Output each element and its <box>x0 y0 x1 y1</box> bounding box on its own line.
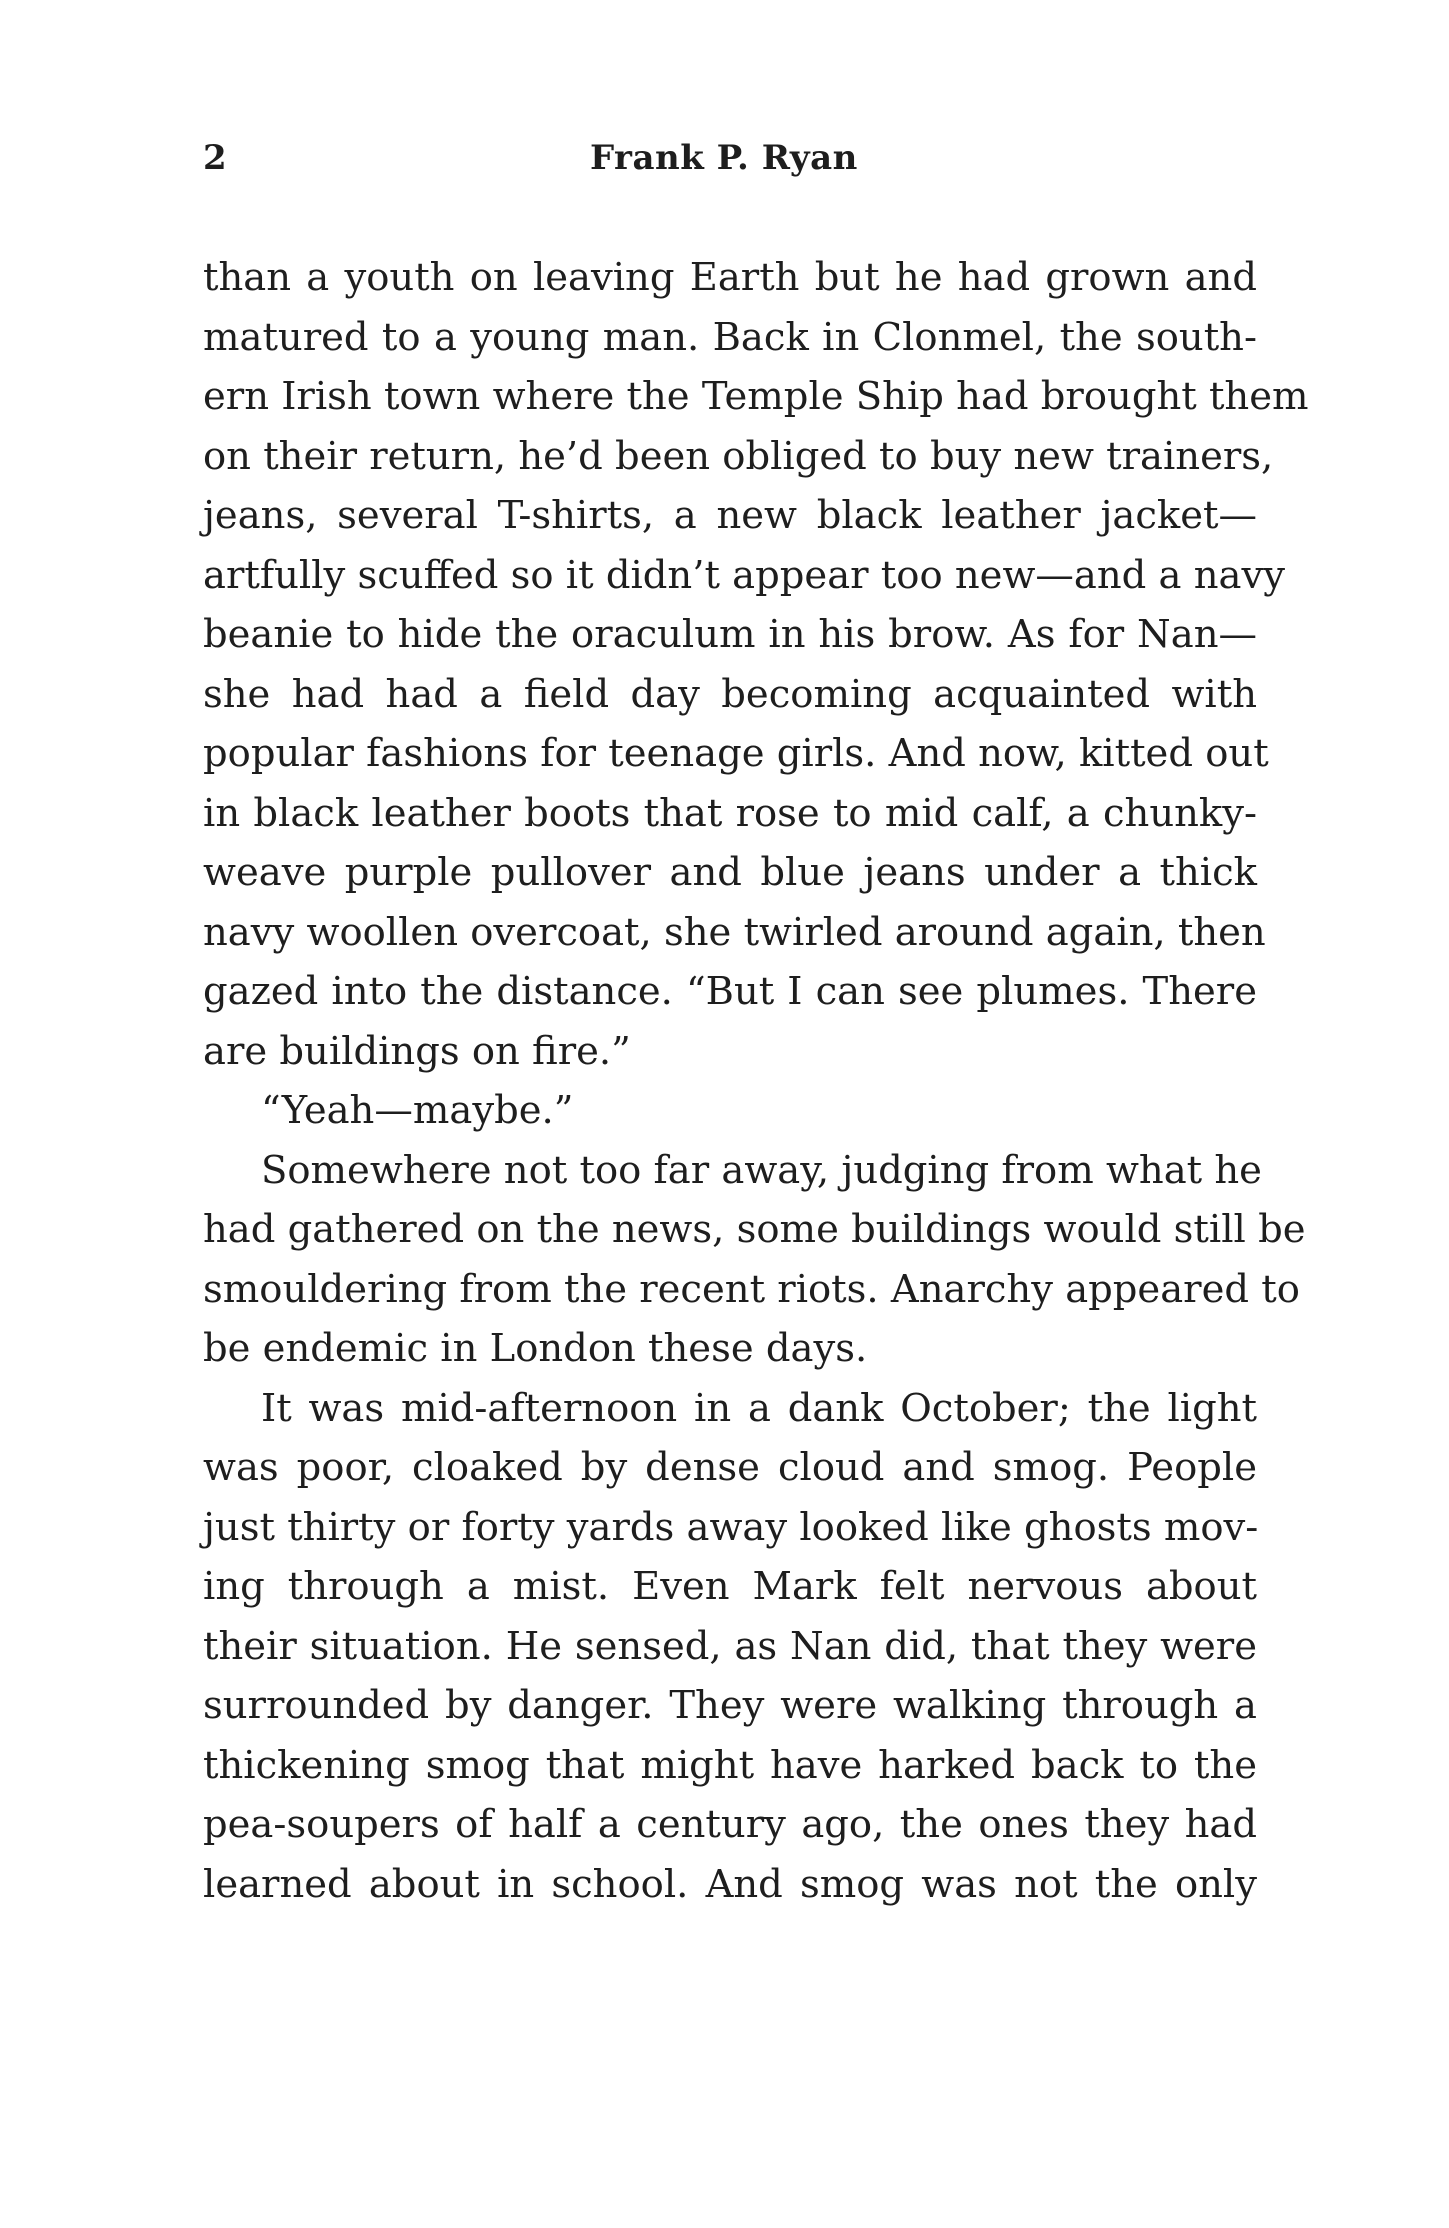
text-line: ern Irish town where the Temple Ship had brought them <box>203 374 1309 419</box>
text-line: matured to a young man. Back in Clonmel, the south- <box>203 314 1257 360</box>
text-line: in black leather boots that rose to mid calf, a chunky- <box>203 790 1257 836</box>
text-line: It was mid-afternoon in a dank October; the light <box>261 1385 1257 1431</box>
text-line: weave purple pullover and blue jeans under a thick <box>203 850 1257 895</box>
text-line: navy woollen overcoat, she twirled around again, then <box>203 909 1266 955</box>
text-line: artfully scuffed so it didn’t appear too new—and a navy <box>203 552 1285 598</box>
text-line: gazed into the distance. “But I can see plumes. There <box>203 969 1257 1014</box>
text-line: jeans, several T-shirts, a new black leather jacket— <box>203 493 1257 538</box>
text-line: she had had a field day becoming acquainted with <box>203 671 1257 717</box>
text-line: be endemic in London these days. <box>203 1326 868 1371</box>
text-line: their situation. He sensed, as Nan did, that they were <box>203 1623 1257 1669</box>
text-line: smouldering from the recent riots. Anarchy appeared to <box>203 1266 1300 1312</box>
text-line: popular fashions for teenage girls. And now, kitted out <box>203 731 1269 776</box>
running-head-author: Frank P. Ryan <box>590 138 858 178</box>
page-number: 2 <box>203 138 228 178</box>
text-line: on their return, he’d been obliged to buy new trainers, <box>203 433 1274 479</box>
running-head <box>203 138 1253 186</box>
text-line: Somewhere not too far away, judging from what he <box>261 1147 1262 1193</box>
text-line: are buildings on fire.” <box>203 1028 631 1074</box>
text-line: than a youth on leaving Earth but he had grown and <box>203 255 1257 300</box>
text-line: “Yeah—maybe.” <box>261 1088 574 1133</box>
text-line: was poor, cloaked by dense cloud and smog. People <box>203 1445 1257 1490</box>
text-line: had gathered on the news, some buildings would still be <box>203 1207 1306 1252</box>
body-text <box>203 248 1309 1914</box>
text-line: thickening smog that might have harked back to the <box>203 1742 1257 1788</box>
text-line: pea-soupers of half a century ago, the ones they had <box>203 1802 1257 1847</box>
text-line: learned about in school. And smog was not the only <box>203 1861 1257 1907</box>
text-line: ing through a mist. Even Mark felt nervous about <box>203 1564 1257 1609</box>
text-line: just thirty or forty yards away looked like ghosts mov- <box>203 1504 1259 1550</box>
text-line: beanie to hide the oraculum in his brow. As for Nan— <box>203 612 1257 657</box>
text-line: surrounded by danger. They were walking through a <box>203 1683 1257 1728</box>
